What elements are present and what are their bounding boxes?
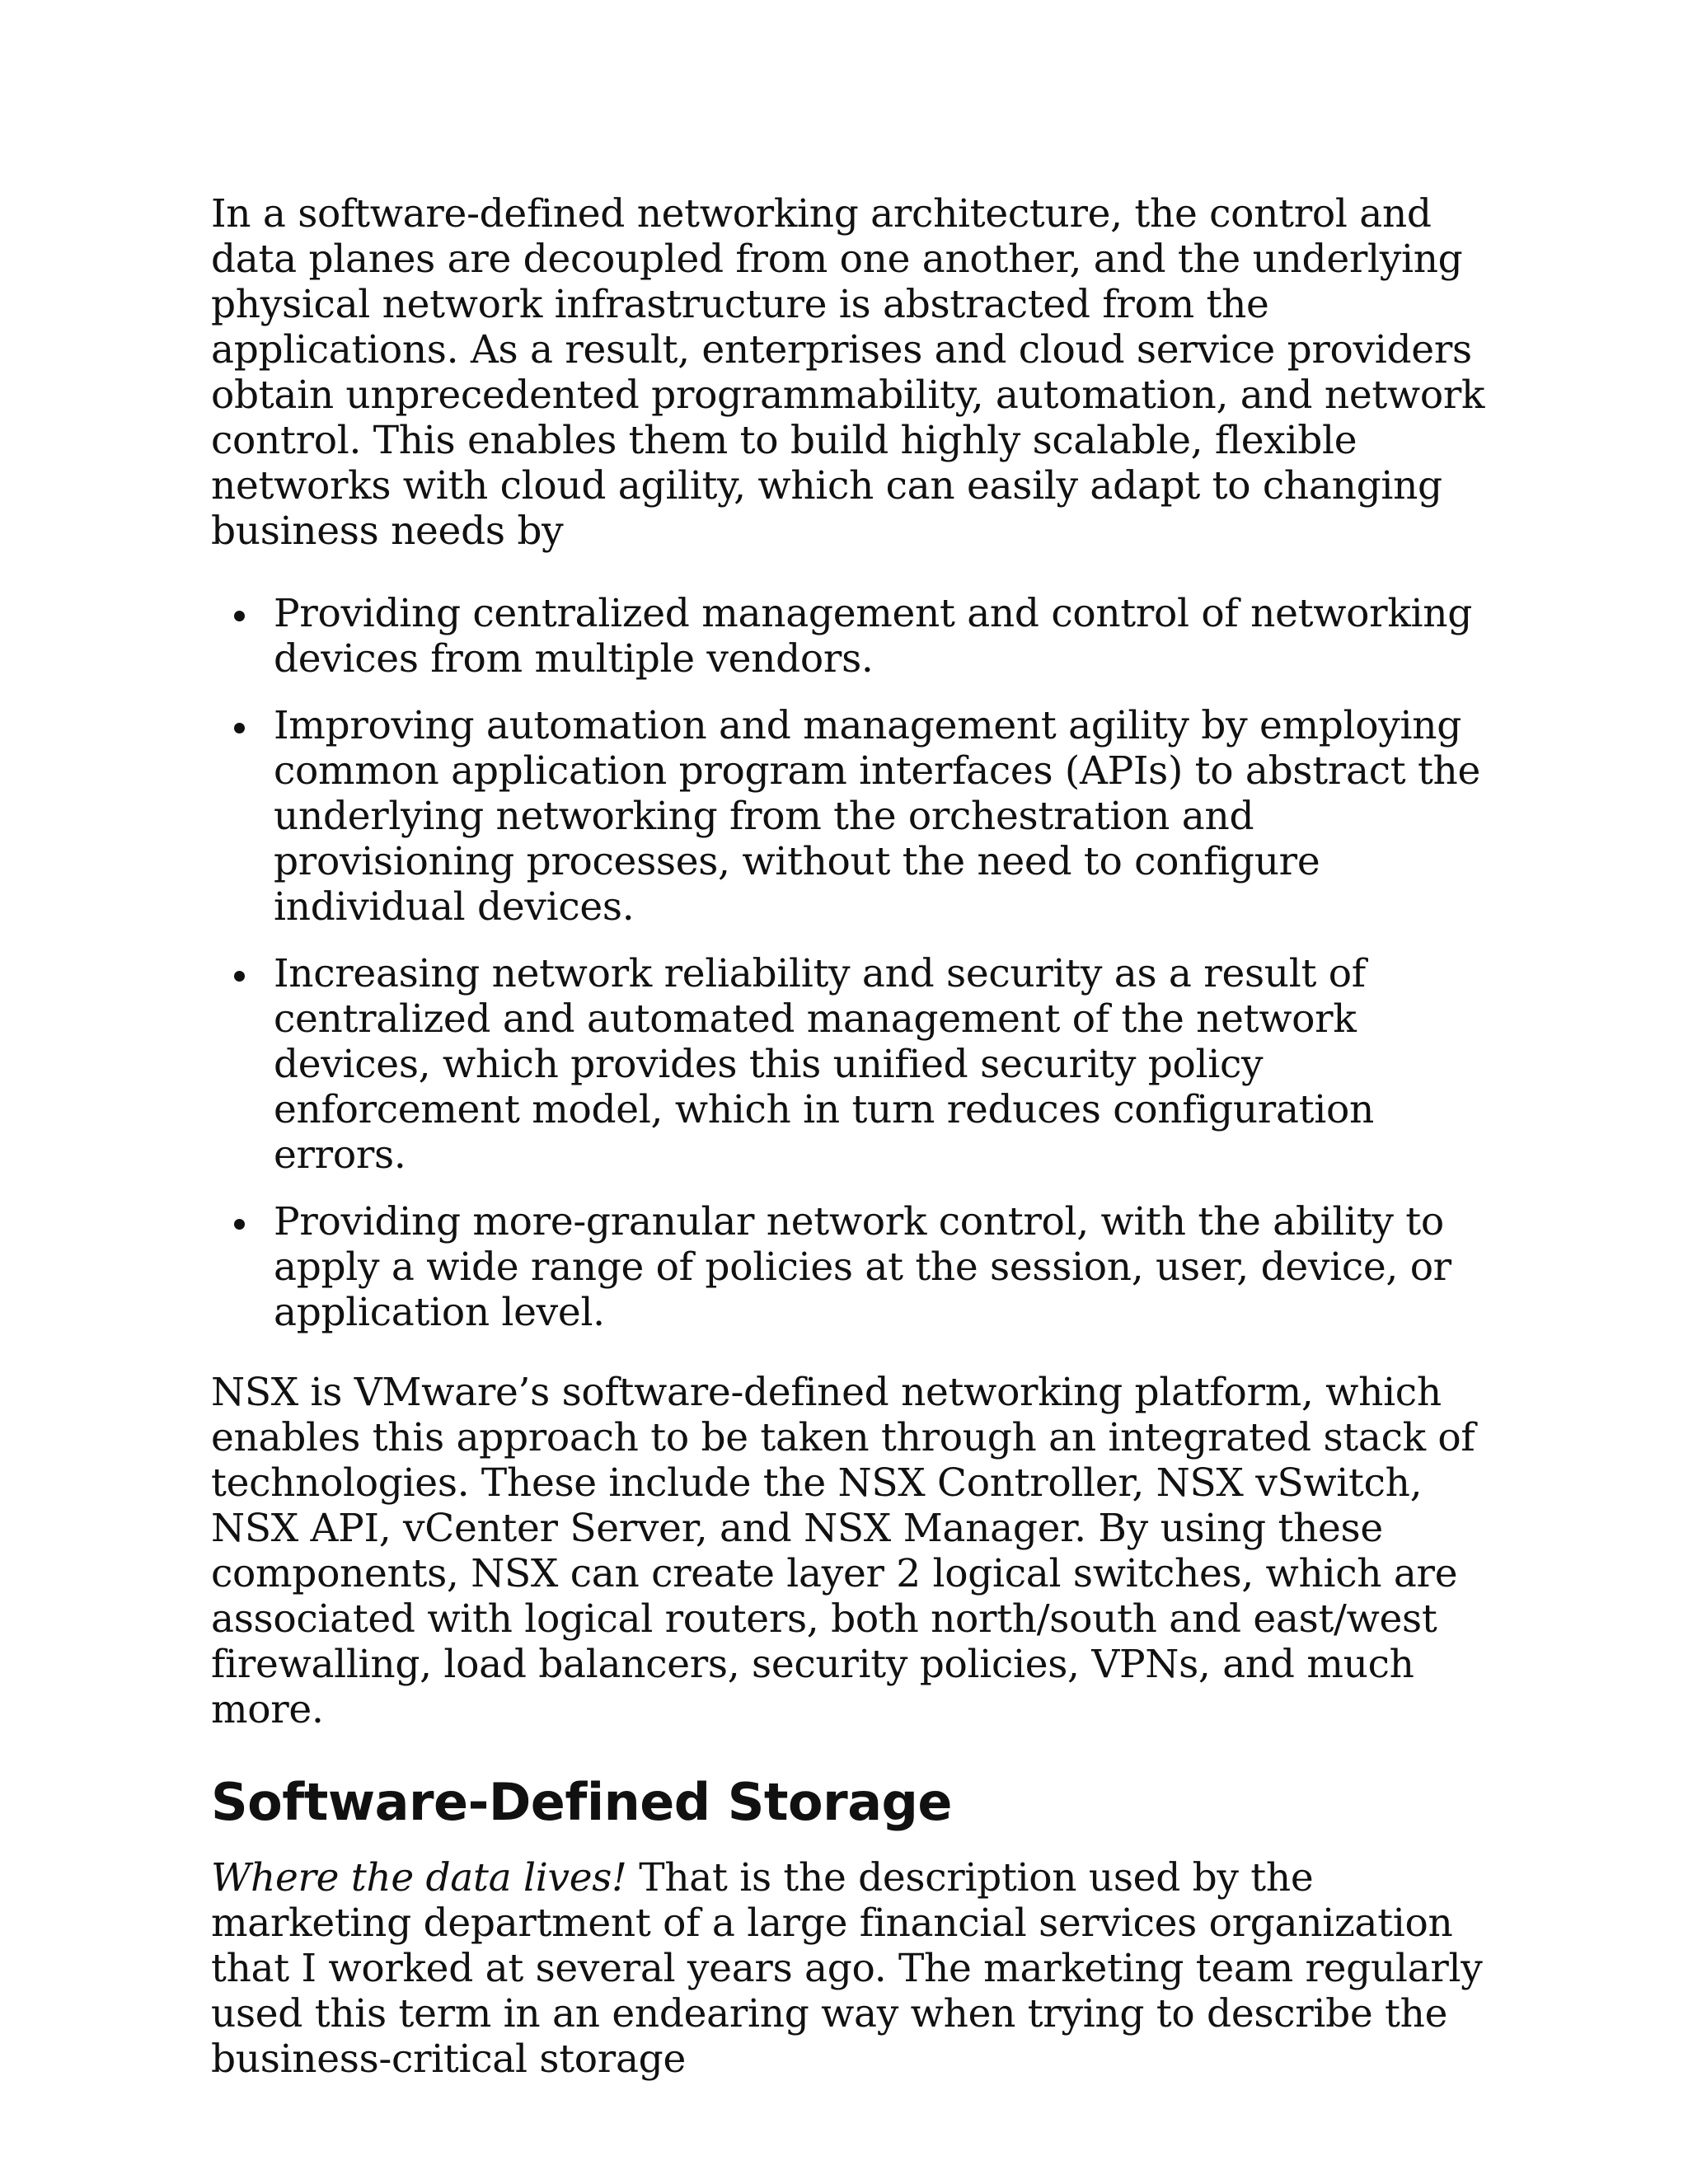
document-page	[211, 191, 1497, 2119]
list-item	[211, 951, 1497, 1178]
bullet-icon	[234, 1219, 245, 1230]
list-item	[211, 591, 1497, 682]
list-item-text: Providing more-granular network control, with the ability to apply a wide range of policies at the session, user, device, or application level.	[274, 1199, 1451, 1335]
italic-lead: Where the data lives!	[211, 1855, 627, 1900]
list-item-text: Providing centralized management and control of networking devices from multiple vendors.	[274, 591, 1472, 682]
list-item	[211, 1199, 1497, 1335]
list-item-text: Improving automation and management agility by employing common application program interfaces (APIs) to abstract the underlying networking from the orchestration and provisioning processes, without the need to configure individual devices.	[274, 703, 1481, 930]
intro-paragraph: In a software-defined networking architecture, the control and data planes are decoupled from one another, and the underlying physical network infrastructure is abstracted from the applications. As a result, enterprises and cloud service providers obtain unprecedented programmability, automation, and network control. This enables them to build highly scalable, flexible networks with cloud agility, which can easily adapt to changing business needs by	[211, 191, 1485, 554]
list-item	[211, 703, 1497, 930]
list-item-text: Increasing network reliability and security as a result of centralized and automated management of the network devices, which provides this unified security policy enforcement model, which in turn reduces configuration errors.	[274, 951, 1374, 1178]
section-paragraph	[211, 1855, 1497, 2082]
section-paragraph-text: That is the description used by the marketing department of a large financial services organization that I worked at several years ago. The marketing team regularly used this term in an endearing way when trying to describe the business-critical storage	[211, 1855, 1483, 2082]
bullet-icon	[234, 971, 245, 982]
bullet-icon	[234, 611, 245, 621]
bullet-icon	[234, 723, 245, 733]
benefits-list	[211, 591, 1497, 1335]
section-heading: Software-Defined Storage	[211, 1772, 952, 1832]
nsx-paragraph: NSX is VMware’s software-defined networking platform, which enables this approach to be taken through an integrated stack of technologies. These include the NSX Controller, NSX vSwitch, NSX API, vCenter Server, and NSX Manager. By using these components, NSX can create layer 2 logical switches, which are associated with logical routers, both north/south and east/west firewalling, load balancers, security policies, VPNs, and much more.	[211, 1370, 1475, 1732]
